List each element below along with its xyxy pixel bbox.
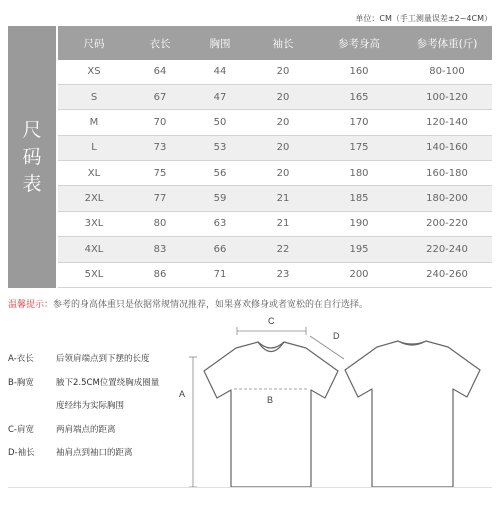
side-char: 表 — [22, 172, 42, 195]
side-char: 码 — [22, 145, 42, 168]
table-row — [58, 186, 492, 211]
legend-item — [8, 423, 159, 447]
front-collar — [258, 342, 284, 352]
size-table — [58, 26, 492, 288]
legend-item — [8, 446, 159, 470]
tip-text: 参考的身高体重只是依据常规情况推荐，如果喜欢修身或者宽松的在自行选择。 — [53, 300, 369, 310]
cell: 56 — [190, 161, 250, 186]
table-row — [58, 237, 492, 262]
unit-note: 单位：CM（手工测量误差±2~4CM） — [355, 14, 492, 23]
cell: XS — [58, 60, 130, 84]
cell: 47 — [190, 84, 250, 109]
legend-key — [8, 399, 56, 423]
header-weight: 参考体重(斤) — [402, 26, 492, 60]
legend-key: D-袖长 — [8, 448, 35, 458]
header-sleeve: 袖长 — [250, 26, 316, 60]
cell: 23 — [250, 262, 316, 287]
header-size: 尺码 — [58, 26, 130, 60]
bottom-divider — [8, 487, 492, 488]
cell: 5XL — [58, 262, 130, 287]
cell: 160-180 — [402, 161, 492, 186]
front-tshirt-outline — [204, 342, 338, 487]
legend-key: A-衣长 — [8, 354, 34, 364]
table-row — [58, 211, 492, 236]
label-d: D — [333, 331, 340, 341]
size-table-header — [58, 26, 492, 60]
cell: 66 — [190, 237, 250, 262]
legend-item — [8, 352, 159, 376]
table-row — [58, 84, 492, 109]
cell: 71 — [190, 262, 250, 287]
cell: 180-200 — [402, 186, 492, 211]
cell: 80-100 — [402, 60, 492, 84]
label-c: C — [268, 316, 275, 326]
cell: 83 — [130, 237, 190, 262]
cell: 160 — [316, 60, 402, 84]
cell: S — [58, 84, 130, 109]
cell: 50 — [190, 110, 250, 135]
cell: 170 — [316, 110, 402, 135]
label-b: B — [267, 395, 274, 405]
cell: 75 — [130, 161, 190, 186]
cell: 195 — [316, 237, 402, 262]
cell: 67 — [130, 84, 190, 109]
cell: L — [58, 135, 130, 160]
cell: 53 — [190, 135, 250, 160]
cell: 190 — [316, 211, 402, 236]
header-height: 参考身高 — [316, 26, 402, 60]
cell: 140-160 — [402, 135, 492, 160]
cell: 70 — [130, 110, 190, 135]
cell: 180 — [316, 161, 402, 186]
cell: 22 — [250, 237, 316, 262]
tip-label: 温馨提示： — [8, 300, 54, 310]
legend-desc: 后领肩端点到下摆的长度 — [56, 354, 150, 364]
label-a: A — [179, 389, 186, 399]
table-row — [58, 161, 492, 186]
legend-desc: 两肩端点的距离 — [56, 424, 116, 435]
cell: 21 — [250, 186, 316, 211]
legend-item — [8, 399, 159, 423]
back-collar — [398, 341, 426, 345]
cell: 175 — [316, 135, 402, 160]
measurement-legend — [8, 352, 159, 470]
legend-key: B-胸宽 — [8, 377, 34, 388]
cell: M — [58, 110, 130, 135]
cell: 63 — [190, 211, 250, 236]
table-row — [58, 135, 492, 160]
size-chart-side-label — [8, 26, 56, 288]
legend-desc: 袖肩点到袖口的距离 — [56, 448, 133, 458]
cell: 120-140 — [402, 110, 492, 135]
cell: 20 — [250, 161, 316, 186]
legend-desc: 腋下2.5CM位置绕胸成圈量 — [56, 377, 160, 388]
cell: 64 — [130, 60, 190, 84]
cell: 44 — [190, 60, 250, 84]
cell: 200-220 — [402, 211, 492, 236]
legend-item — [8, 376, 159, 400]
table-row — [58, 60, 492, 84]
cell: 21 — [250, 211, 316, 236]
side-char: 尺 — [22, 118, 42, 141]
cell: 3XL — [58, 211, 130, 236]
header-length: 衣长 — [130, 26, 190, 60]
cell: 185 — [316, 186, 402, 211]
cell: 165 — [316, 84, 402, 109]
cell: 240-260 — [402, 262, 492, 287]
cell: 73 — [130, 135, 190, 160]
cell: 2XL — [58, 186, 130, 211]
cell: 59 — [190, 186, 250, 211]
table-row — [58, 262, 492, 287]
cell: 220-240 — [402, 237, 492, 262]
cell: 77 — [130, 186, 190, 211]
header-chest: 胸围 — [190, 26, 250, 60]
cell: 86 — [130, 262, 190, 287]
cell: 200 — [316, 262, 402, 287]
cell: 20 — [250, 60, 316, 84]
table-row — [58, 110, 492, 135]
cell: 100-120 — [402, 84, 492, 109]
cell: 4XL — [58, 237, 130, 262]
cell: 20 — [250, 84, 316, 109]
legend-desc: 度经纬为实际胸围 — [56, 401, 125, 411]
cell: 20 — [250, 135, 316, 160]
back-tshirt-outline — [345, 341, 480, 487]
cell: 80 — [130, 211, 190, 236]
cell: XL — [58, 161, 130, 186]
cell: 20 — [250, 110, 316, 135]
legend-key: C-肩宽 — [8, 424, 35, 435]
